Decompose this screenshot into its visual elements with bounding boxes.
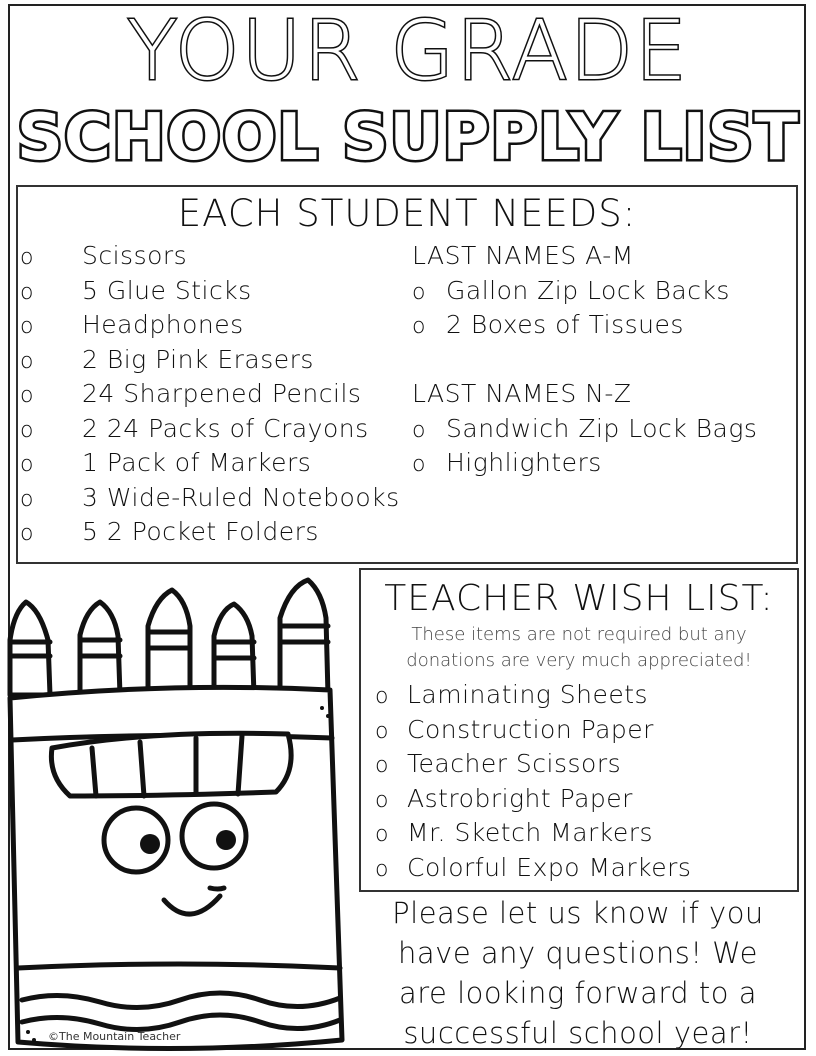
- list-item: o 1 Pack of Markers: [20, 446, 400, 481]
- crayon-icon: [10, 602, 50, 695]
- crayon-icon: [80, 602, 120, 695]
- bullet-icon: o: [20, 348, 34, 374]
- list-item: o 3 Wide-Ruled Notebooks: [20, 481, 400, 516]
- list-item: o 2 Big Pink Erasers: [20, 343, 400, 378]
- group-list-a-m: [412, 274, 757, 343]
- box-window: [51, 733, 291, 796]
- closing-message: Please let us know if you have any questions! We are looking forward to a successful school year!: [392, 896, 764, 1050]
- list-item: o 5 Glue Sticks: [20, 274, 400, 309]
- bullet-icon: o: [20, 279, 34, 305]
- list-item: o Astrobright Paper: [375, 782, 691, 817]
- list-item: o 5 2 Pocket Folders: [20, 515, 400, 550]
- bullet-icon: o: [20, 314, 34, 339]
- list-item: o Colorful Expo Markers: [375, 851, 691, 886]
- list-item: o Headphones: [20, 308, 400, 343]
- bullet-icon: o: [20, 452, 34, 477]
- bullet-icon: o: [412, 314, 426, 339]
- wish-list-heading: TEACHER WISH LIST:: [384, 578, 774, 619]
- bullet-icon: o: [412, 452, 426, 477]
- group-list-n-z: [412, 412, 757, 481]
- bullet-icon: o: [20, 521, 34, 546]
- group-heading-n-z: LAST NAMES N-Z: [412, 379, 632, 408]
- bullet-icon: o: [20, 383, 34, 408]
- page-title: YOUR GRADE: [127, 4, 689, 99]
- wish-list: [375, 678, 691, 885]
- student-needs-heading: EACH STUDENT NEEDS:: [177, 192, 637, 235]
- group-heading-a-m: LAST NAMES A-M: [412, 241, 634, 270]
- list-item: o 24 Sharpened Pencils: [20, 377, 400, 412]
- bullet-icon: o: [20, 417, 34, 443]
- crayon-icon: [148, 590, 190, 695]
- list-item: o Laminating Sheets: [375, 678, 691, 713]
- spacer: [412, 343, 757, 378]
- wish-list-note: These items are not required but any donations are very much appreciated!: [406, 624, 752, 671]
- bullet-icon: o: [375, 684, 389, 709]
- list-item: o Gallon Zip Lock Backs: [412, 274, 757, 309]
- bullet-icon: o: [20, 486, 34, 512]
- bullet-icon: o: [375, 718, 389, 744]
- crayon-icon: [214, 604, 254, 695]
- last-name-groups: [412, 239, 757, 481]
- list-item: o Scissors: [20, 239, 400, 274]
- bullet-icon: o: [375, 856, 389, 882]
- credit-text: ©The Mountain Teacher: [48, 1030, 181, 1043]
- bullet-icon: o: [375, 822, 389, 847]
- list-item: o 2 24 Packs of Crayons: [20, 412, 400, 447]
- bullet-icon: o: [375, 787, 389, 813]
- page-subtitle: SCHOOL SUPPLY LIST: [16, 101, 800, 175]
- list-item: o Highlighters: [412, 446, 757, 481]
- student-needs-section: [16, 185, 798, 564]
- bullet-icon: o: [412, 417, 426, 443]
- crayon-box-character-icon: [0, 570, 352, 1056]
- teacher-wish-list-section: [359, 568, 799, 892]
- list-item: o 2 Boxes of Tissues: [412, 308, 757, 343]
- bullet-icon: o: [20, 245, 34, 270]
- list-item: o Sandwich Zip Lock Bags: [412, 412, 757, 447]
- bullet-icon: o: [375, 753, 389, 778]
- list-item: o Mr. Sketch Markers: [375, 816, 691, 851]
- list-item: o Teacher Scissors: [375, 747, 691, 782]
- list-item: o Construction Paper: [375, 713, 691, 748]
- student-needs-list: [20, 239, 400, 550]
- crayon-icon: [280, 580, 328, 695]
- bullet-icon: o: [412, 279, 426, 305]
